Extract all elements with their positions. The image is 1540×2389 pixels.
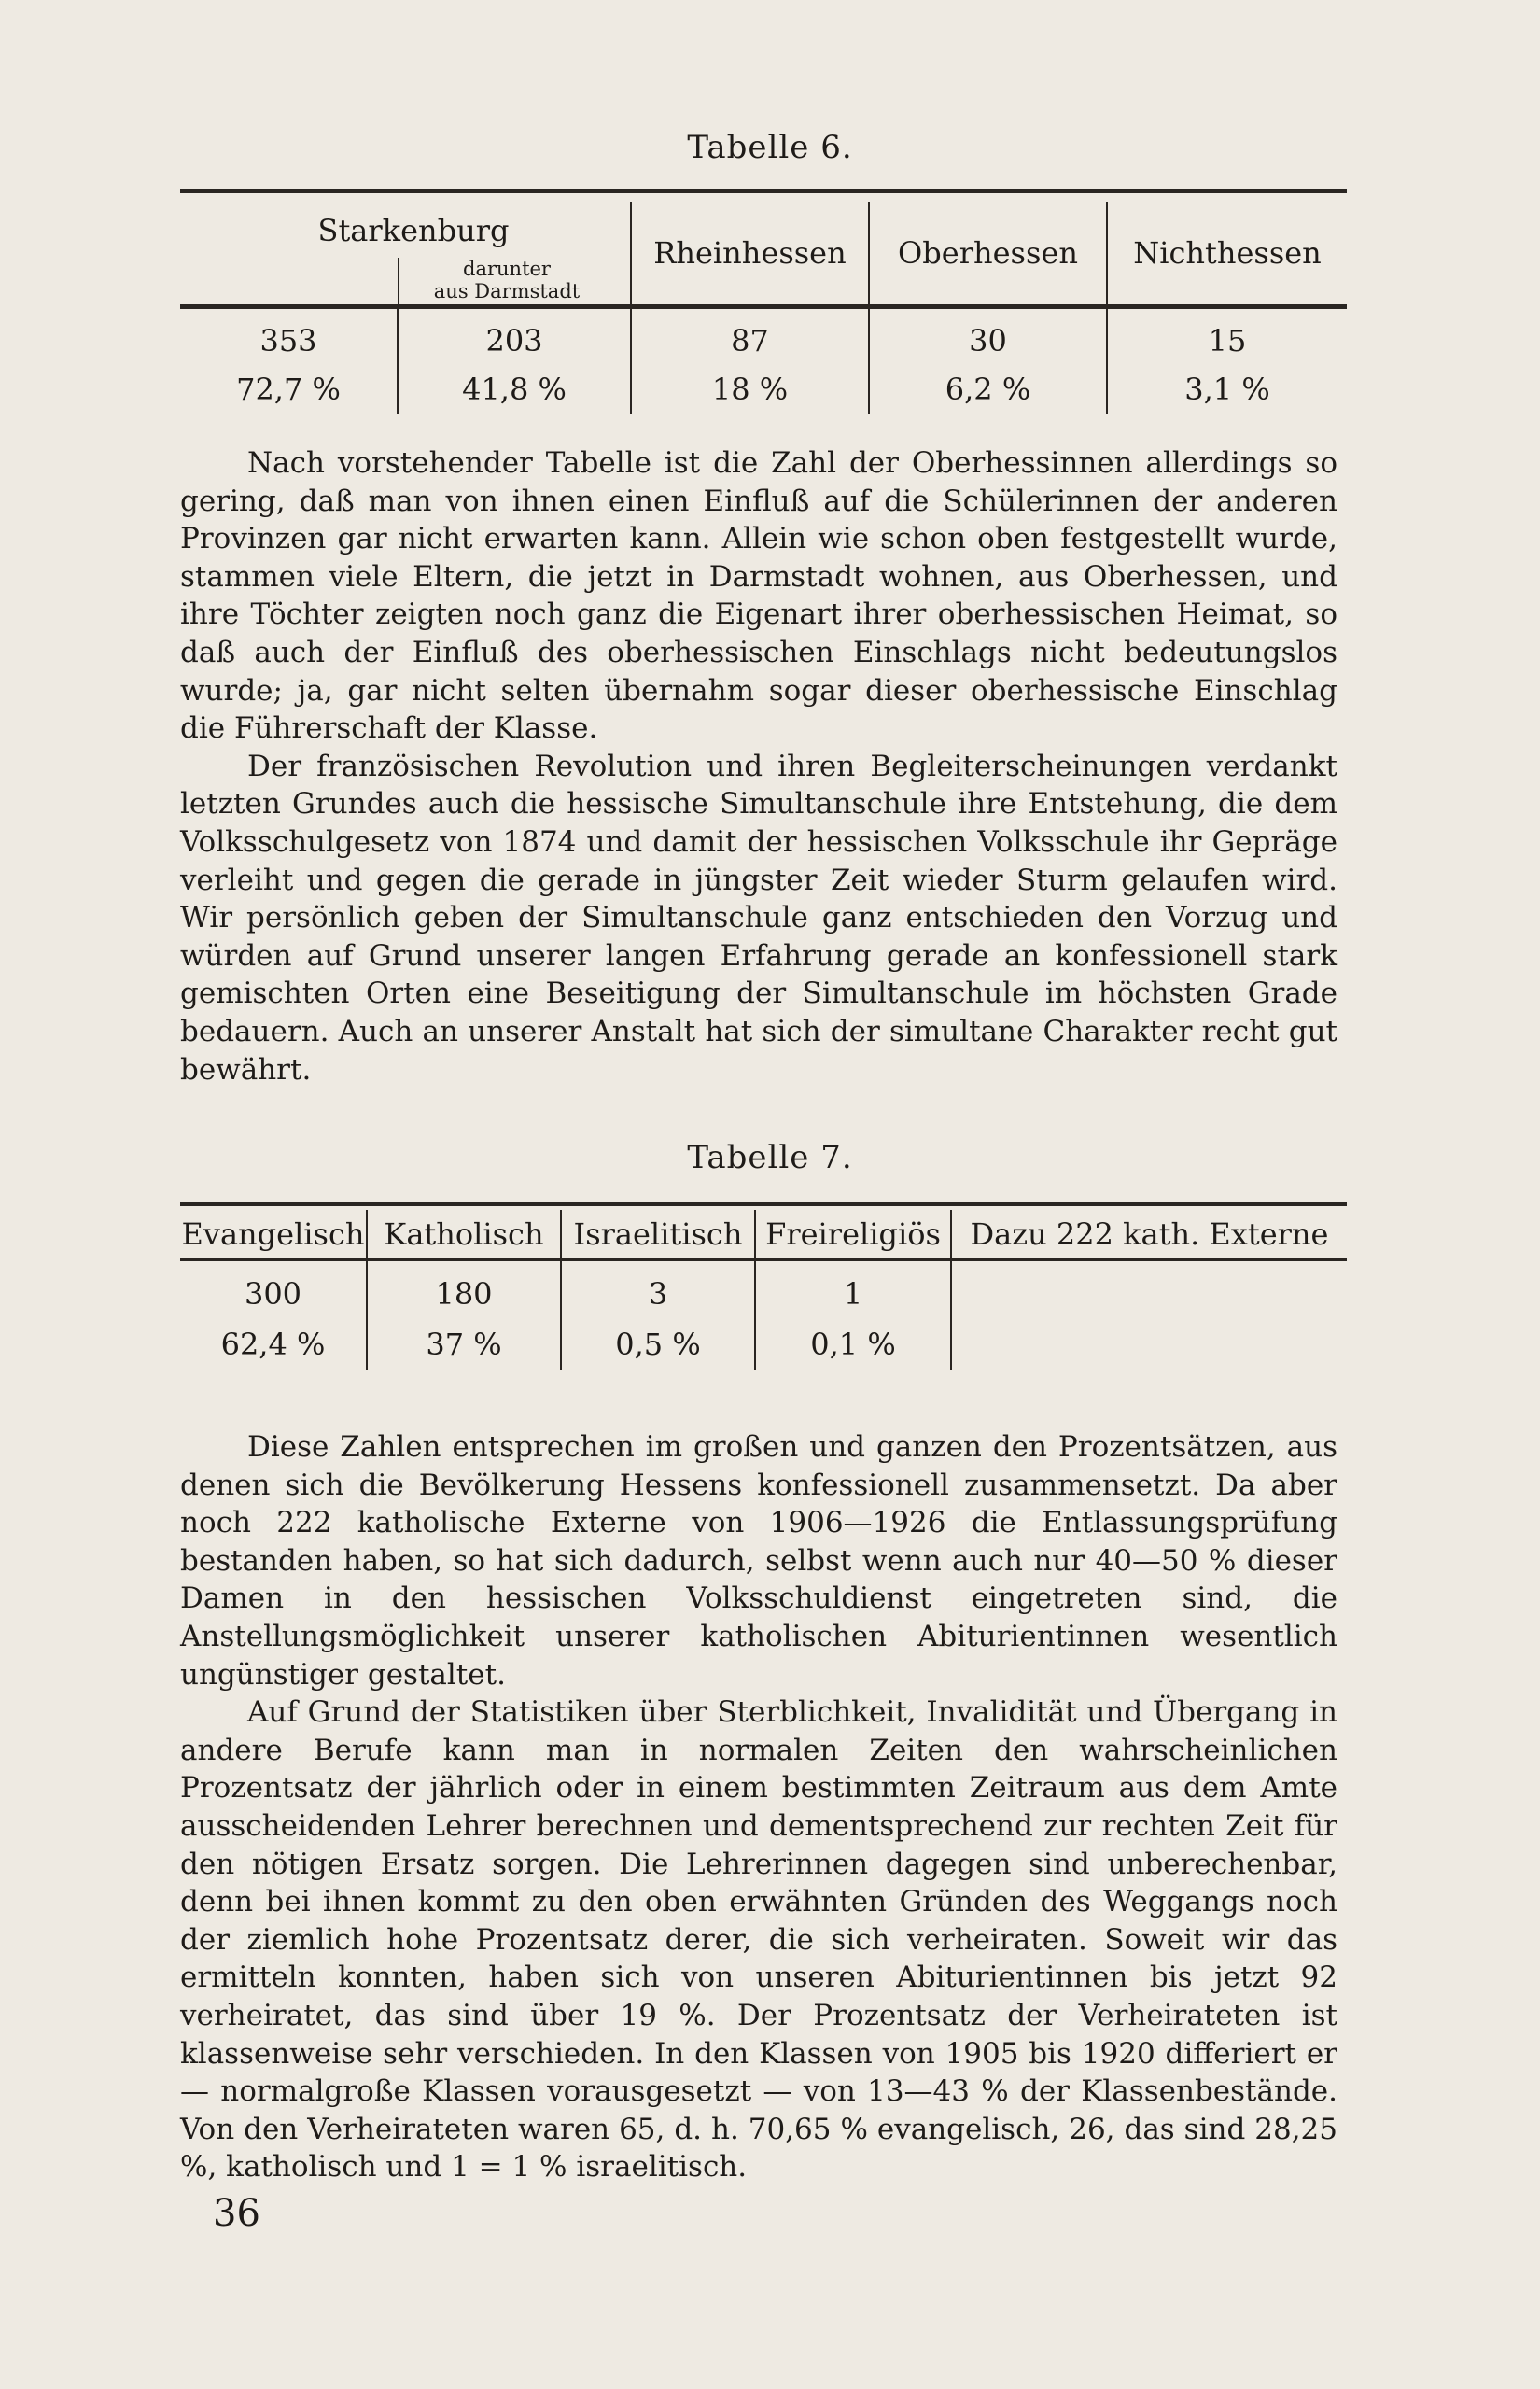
table-cell xyxy=(951,1319,1347,1370)
table-cell: 15 xyxy=(1208,323,1247,358)
table-cell: 203 xyxy=(398,307,631,366)
table-6-title: Tabelle 6. xyxy=(687,129,853,166)
table-cell xyxy=(951,1260,1347,1320)
text-block-2 xyxy=(180,1428,1337,2186)
table-6-top-rule xyxy=(180,189,1347,193)
page-number: 36 xyxy=(213,2192,260,2235)
table-row xyxy=(180,365,1347,414)
table-cell: 0,5 % xyxy=(561,1319,755,1370)
header-freireligioes: Freireligiös xyxy=(755,1210,951,1260)
table-7-header-row xyxy=(180,1210,1347,1260)
paragraph xyxy=(180,1428,1337,1693)
table-cell: 37 % xyxy=(367,1319,561,1370)
header-nichthessen: Nichthessen xyxy=(1107,202,1347,307)
table-cell: 1 xyxy=(755,1260,951,1320)
table-cell: 3,1 % xyxy=(1184,372,1270,407)
table-cell: 41,8 % xyxy=(398,365,631,414)
header-rheinhessen: Rheinhessen xyxy=(631,202,869,307)
table-cell: 18 % xyxy=(631,365,869,414)
table-cell: 62,4 % xyxy=(180,1319,367,1370)
table-row xyxy=(180,307,1347,366)
header-darunter-label: darunter xyxy=(463,258,551,280)
text-block-1 xyxy=(180,444,1337,1089)
header-katholisch: Katholisch xyxy=(367,1210,561,1260)
table-cell: 72,7 % xyxy=(180,365,398,414)
header-externe: Dazu 222 kath. Externe xyxy=(951,1210,1347,1260)
header-evangelisch: Evangelisch xyxy=(180,1210,367,1260)
table-6-header-row xyxy=(180,202,1347,307)
paragraph-text: Der französischen Revolution und ihren Begleiterscheinungen verdankt letzten Grundes auch die hessische Simultanschule ihre Entstehung, die dem Volksschulgesetz von 1874 und damit der hessischen Volksschule ihr Gepräge verleiht und gegen die gerade in jüngster Zeit wieder Sturm gelaufen wird. Wir persönlich geben der Simultanschule ganz entschieden den Vorzug und würden auf Grund unserer langen Erfahrung gerade an konfessionell stark gemischten Orten eine Beseitigung der Simultanschule im höchsten Grade bedauern. Auch an unserer Anstalt hat sich der simultane Charakter recht gut bewährt. xyxy=(180,749,1337,1087)
table-cell: 180 xyxy=(367,1260,561,1320)
header-darunter-darmstadt xyxy=(398,258,614,306)
table-cell: 87 xyxy=(631,307,869,366)
table-cell: 3 xyxy=(561,1260,755,1320)
table-cell: 0,1 % xyxy=(755,1319,951,1370)
paragraph-text: Auf Grund der Statistiken über Sterblichkeit, Invalidität und Übergang in andere Berufe kann man in normalen Zeiten den wahrscheinlichen Prozentsatz der jährlich oder in einem bestimmten Zeitraum aus dem Amte ausscheidenden Lehrer berechnen und dementsprechend zur rechten Zeit für den nötigen Ersatz sorgen. Die Lehrerinnen dagegen sind unberechenbar, denn bei ihnen kommt zu den oben erwähnten Gründen des Weggangs noch der ziemlich hohe Prozentsatz derer, die sich verheiraten. Soweit wir das ermitteln konnten, haben sich von unseren Abiturientinnen bis jetzt 92 verheiratet, das sind über 19 %. Der Prozentsatz der Verheirateten ist klassenweise sehr verschieden. In den Klassen von 1905 bis 1920 differiert er — normalgroße Klassen vorausgesetzt — von 13—43 % der Klassenbestände. Von den Verheirateten waren 65, d. h. 70,65 % evangelisch, 26, das sind 28,25 %, katholisch und 1 = 1 % israelitisch. xyxy=(180,1695,1337,2185)
header-starkenburg xyxy=(180,202,631,307)
table-7-top-rule xyxy=(180,1202,1347,1206)
header-starkenburg-label: Starkenburg xyxy=(317,213,510,248)
table-row xyxy=(180,1260,1347,1320)
table-7-title: Tabelle 7. xyxy=(687,1139,853,1176)
table-row xyxy=(180,1319,1347,1370)
paragraph xyxy=(180,444,1337,748)
paragraph xyxy=(180,748,1337,1089)
table-cell: 30 xyxy=(869,307,1107,366)
header-aus-darmstadt-label: aus Darmstadt xyxy=(433,280,581,302)
paragraph xyxy=(180,1693,1337,2186)
paragraph-text: Nach vorstehender Tabelle ist die Zahl der Oberhessinnen allerdings so gering, daß man von ihnen einen Einfluß auf die Schülerinnen der anderen Provinzen gar nicht erwarten kann. Allein wie schon oben festgestellt wurde, stammen viele Eltern, die jetzt in Darmstadt wohnen, aus Oberhessen, und ihre Töchter zeigten noch ganz die Eigenart ihrer oberhessischen Heimat, so daß auch der Einfluß des oberhessischen Einschlags nicht bedeutungslos wurde; ja, gar nicht selten übernahm sogar dieser oberhessische Einschlag die Führerschaft der Klasse. xyxy=(180,446,1337,746)
table-cell: 300 xyxy=(180,1260,367,1320)
table-7 xyxy=(180,1210,1347,1370)
table-cell: 6,2 % xyxy=(869,365,1107,414)
header-israelitisch: Israelitisch xyxy=(561,1210,755,1260)
table-6 xyxy=(180,202,1347,414)
paragraph-text: Diese Zahlen entsprechen im großen und ganzen den Prozentsätzen, aus denen sich die Bevölkerung Hessens konfessionell zusammensetzt. Da aber noch 222 katholische Externe von 1906—1926 die Entlassungsprüfung bestanden haben, so hat sich dadurch, selbst wenn auch nur 40—50 % dieser Damen in den hessischen Volksschuldienst eingetreten sind, die Anstellungsmöglichkeit unserer katholischen Abiturientinnen wesentlich ungünstiger gestaltet. xyxy=(180,1430,1337,1692)
table-cell: 353 xyxy=(180,307,398,366)
header-oberhessen: Oberhessen xyxy=(869,202,1107,307)
